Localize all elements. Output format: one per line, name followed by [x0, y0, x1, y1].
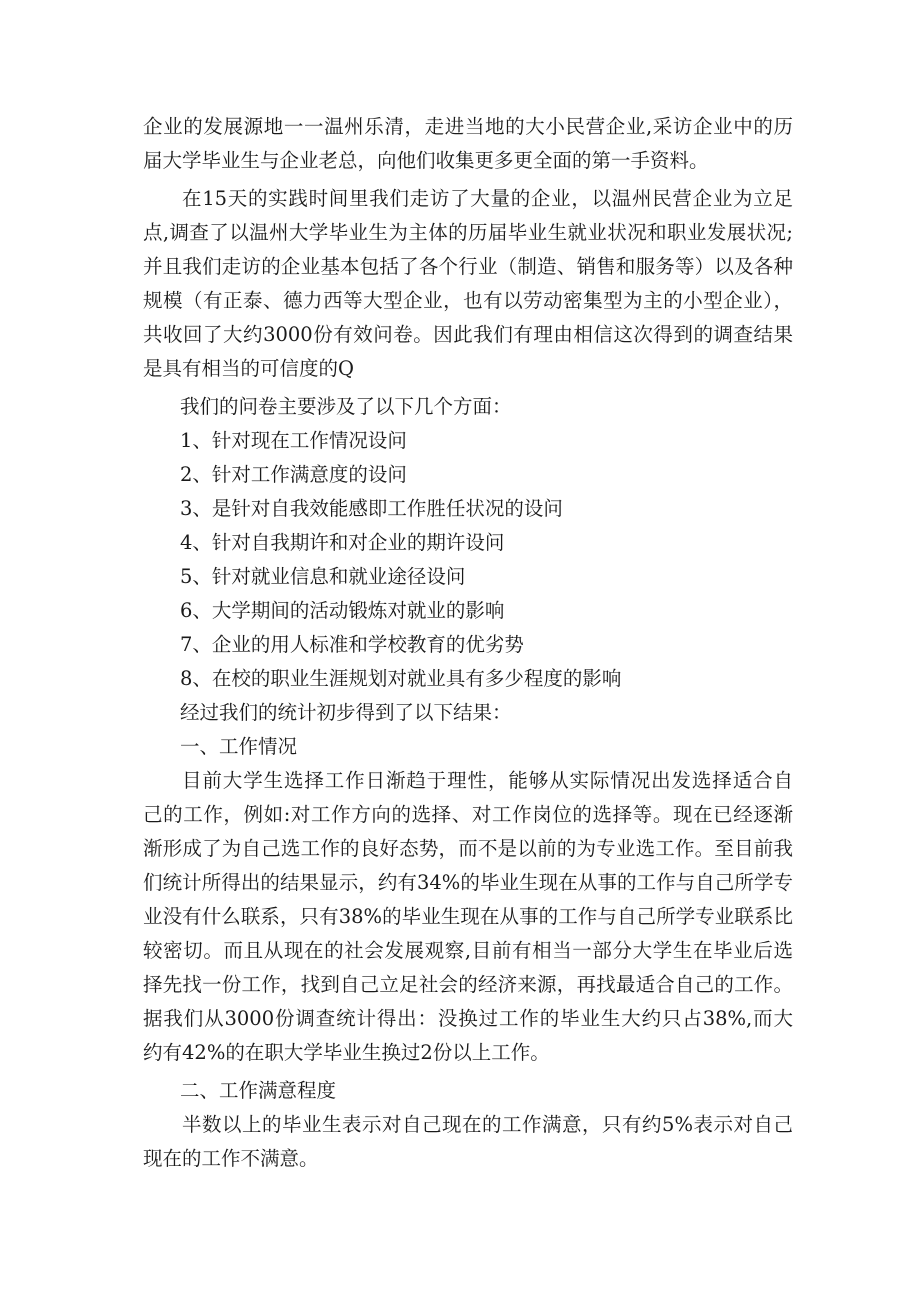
aspect-item: 7、企业的用人标准和学校教育的优劣势: [180, 633, 524, 656]
text-line: 届大学毕业生与企业老总，向他们收集更多更全面的第一手资料。: [143, 149, 709, 172]
section-heading-satisfaction: 二、工作满意程度: [180, 1079, 337, 1102]
aspect-item: 5、针对就业信息和就业途径设问: [180, 565, 466, 588]
paragraph-satisfaction: [143, 1108, 793, 1176]
text-line: 半数以上的毕业生表示对自己现在的工作满意，只有约5%表示对自己: [182, 1113, 793, 1136]
text-line: 据我们从3000份调查统计得出：没换过工作的毕业生大约只占38%,而大: [143, 1007, 793, 1030]
text-line: 们统计所得出的结果显示，约有34%的毕业生现在从事的工作与自己所学专: [143, 871, 793, 894]
aspect-item: 3、是针对自我效能感即工作胜任状况的设问: [180, 497, 563, 520]
text-line: 择先找一份工作，找到自己立足社会的经济来源，再找最适合自己的工作。: [143, 973, 793, 996]
text-line: 在15天的实践时间里我们走访了大量的企业，以温州民营企业为立足: [182, 187, 793, 210]
text-line: 并且我们走访的企业基本包括了各个行业（制造、销售和服务等）以及各种: [143, 255, 793, 278]
text-line: 企业的发展源地一一温州乐清，走进当地的大小民营企业,采访企业中的历: [143, 115, 793, 138]
text-line: 己的工作，例如:对工作方向的选择、对工作岗位的选择等。现在已经逐渐: [143, 803, 793, 826]
text-line: 目前大学生选择工作日渐趋于理性，能够从实际情况出发选择适合自: [182, 769, 793, 792]
paragraph-practice: [143, 182, 793, 386]
aspect-list: [143, 424, 793, 696]
aspect-item: 6、大学期间的活动锻炼对就业的影响: [180, 599, 505, 622]
paragraph-results: 经过我们的统计初步得到了以下结果：: [180, 701, 512, 724]
text-line: 渐形成了为自己选工作的良好态势，而不是以前的为专业选工作。至目前我: [143, 837, 793, 860]
text-line: 约有42%的在职大学毕业生换过2份以上工作。: [143, 1041, 550, 1064]
text-line: 较密切。而且从现在的社会发展观察,目前有相当一部分大学生在毕业后选: [143, 939, 793, 962]
aspect-item: 8、在校的职业生涯规划对就业具有多少程度的影响: [180, 667, 622, 690]
aspect-item: 4、针对自我期许和对企业的期许设问: [180, 531, 505, 554]
aspect-item: 1、针对现在工作情况设问: [180, 429, 407, 452]
aspect-item: 2、针对工作满意度的设问: [180, 463, 407, 486]
text-line: 现在的工作不满意。: [143, 1147, 319, 1170]
text-line: 是具有相当的可信度的Q: [143, 357, 354, 380]
paragraph-questionnaire: 我们的问卷主要涉及了以下几个方面：: [180, 395, 512, 418]
paragraph-work-status: [143, 764, 793, 1070]
text-line: 点,调查了以温州大学毕业生为主体的历届毕业生就业状况和职业发展状况;: [143, 221, 793, 244]
document-body: [143, 110, 793, 1176]
text-line: 规模（有正泰、德力西等大型企业，也有以劳动密集型为主的小型企业），: [143, 289, 793, 312]
paragraph-intro: [143, 110, 793, 178]
section-heading-work-status: 一、工作情况: [180, 735, 298, 758]
text-line: 业没有什么联系，只有38%的毕业生现在从事的工作与自己所学专业联系比: [143, 905, 793, 928]
text-line: 共收回了大约3000份有效问卷。因此我们有理由相信这次得到的调查结果: [143, 323, 793, 346]
